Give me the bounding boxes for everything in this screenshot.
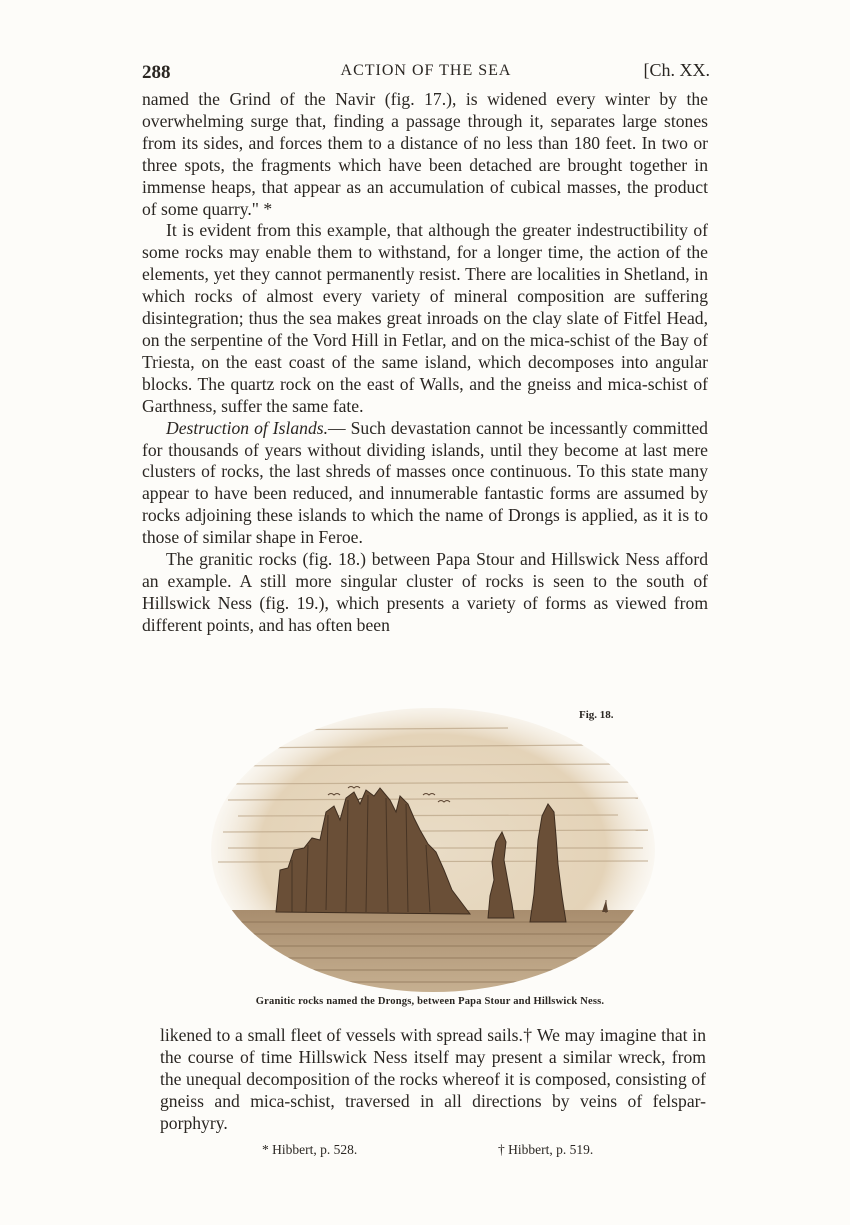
body-text-top (142, 89, 708, 637)
section-heading-destruction-of-islands: Destruction of Islands. (166, 417, 329, 438)
chapter-marker: [Ch. XX. (643, 60, 710, 80)
running-header (142, 58, 710, 88)
figure-caption: Granitic rocks named the Drongs, between Papa Stour and Hillswick Ness. (255, 996, 605, 1007)
body-text-bottom (160, 1024, 706, 1134)
paragraph-3 (142, 418, 708, 549)
footnote-2: † Hibbert, p. 519. (498, 1142, 594, 1157)
paragraph-4: The granitic rocks (fig. 18.) between Papa Stour and Hillswick Ness afford an example. A still more singular cluster of rocks is seen to the south of Hillswick Ness (fig. 19.), which presents a variety of forms as viewed from different points, and has often been (142, 549, 708, 635)
paragraph-5: likened to a small fleet of vessels with spread sails.† We may imagine that in the course of time Hillswick Ness itself may present a similar wreck, from the unequal decomposition of the rocks whereof it is composed, consisting of gneiss and mica-schist, traversed in all directions by veins of felspar-porphyry. (160, 1025, 706, 1133)
figure-label: Fig. 18. (579, 709, 614, 721)
paragraph-3-body: — Such devastation cannot be incessantly committed for thousands of years without dividing islands, until they become at last mere clusters of rocks, the last shreds of masses once continuous. To this state many appear to have been reduced, and innumerable fantastic forms are assumed by rocks adjoining these islands to which the name of Drongs is applied, as it is to those of similar shape in Feroe. (142, 417, 708, 548)
footnote-1: * Hibbert, p. 528. (262, 1142, 358, 1157)
paragraph-2: It is evident from this example, that although the greater indestructibility of some rocks may enable them to withstand, for a longer time, the action of the elements, yet they cannot permanently resist. There are localities in Shetland, in which rocks of almost every variety of mineral composition are suffering disintegration; thus the sea makes great inroads on the clay slate of Fitfel Head, on the serpentine of the Vord Hill in Fetlar, and on the mica-schist of the Bay of Triesta, on the east coast of the same island, which decomposes into angular blocks. The quartz rock on the east of Walls, and the gneiss and mica-schist of Garthness, suffer the same fate. (142, 220, 708, 416)
paragraph-1: named the Grind of the Navir (fig. 17.), is widened every winter by the overwhelming surge that, finding a passage through it, separates large stones from its sides, and forces them to a distance of no less than 180 feet. In two or three spots, the fragments which have been detached are brought together in immense heaps, that appear as an accumulation of cubical masses, the product of some quarry." * (142, 89, 708, 219)
drongs-engraving (208, 700, 658, 1000)
page-number: 288 (142, 62, 171, 83)
running-title: ACTION OF THE SEA (340, 62, 512, 79)
